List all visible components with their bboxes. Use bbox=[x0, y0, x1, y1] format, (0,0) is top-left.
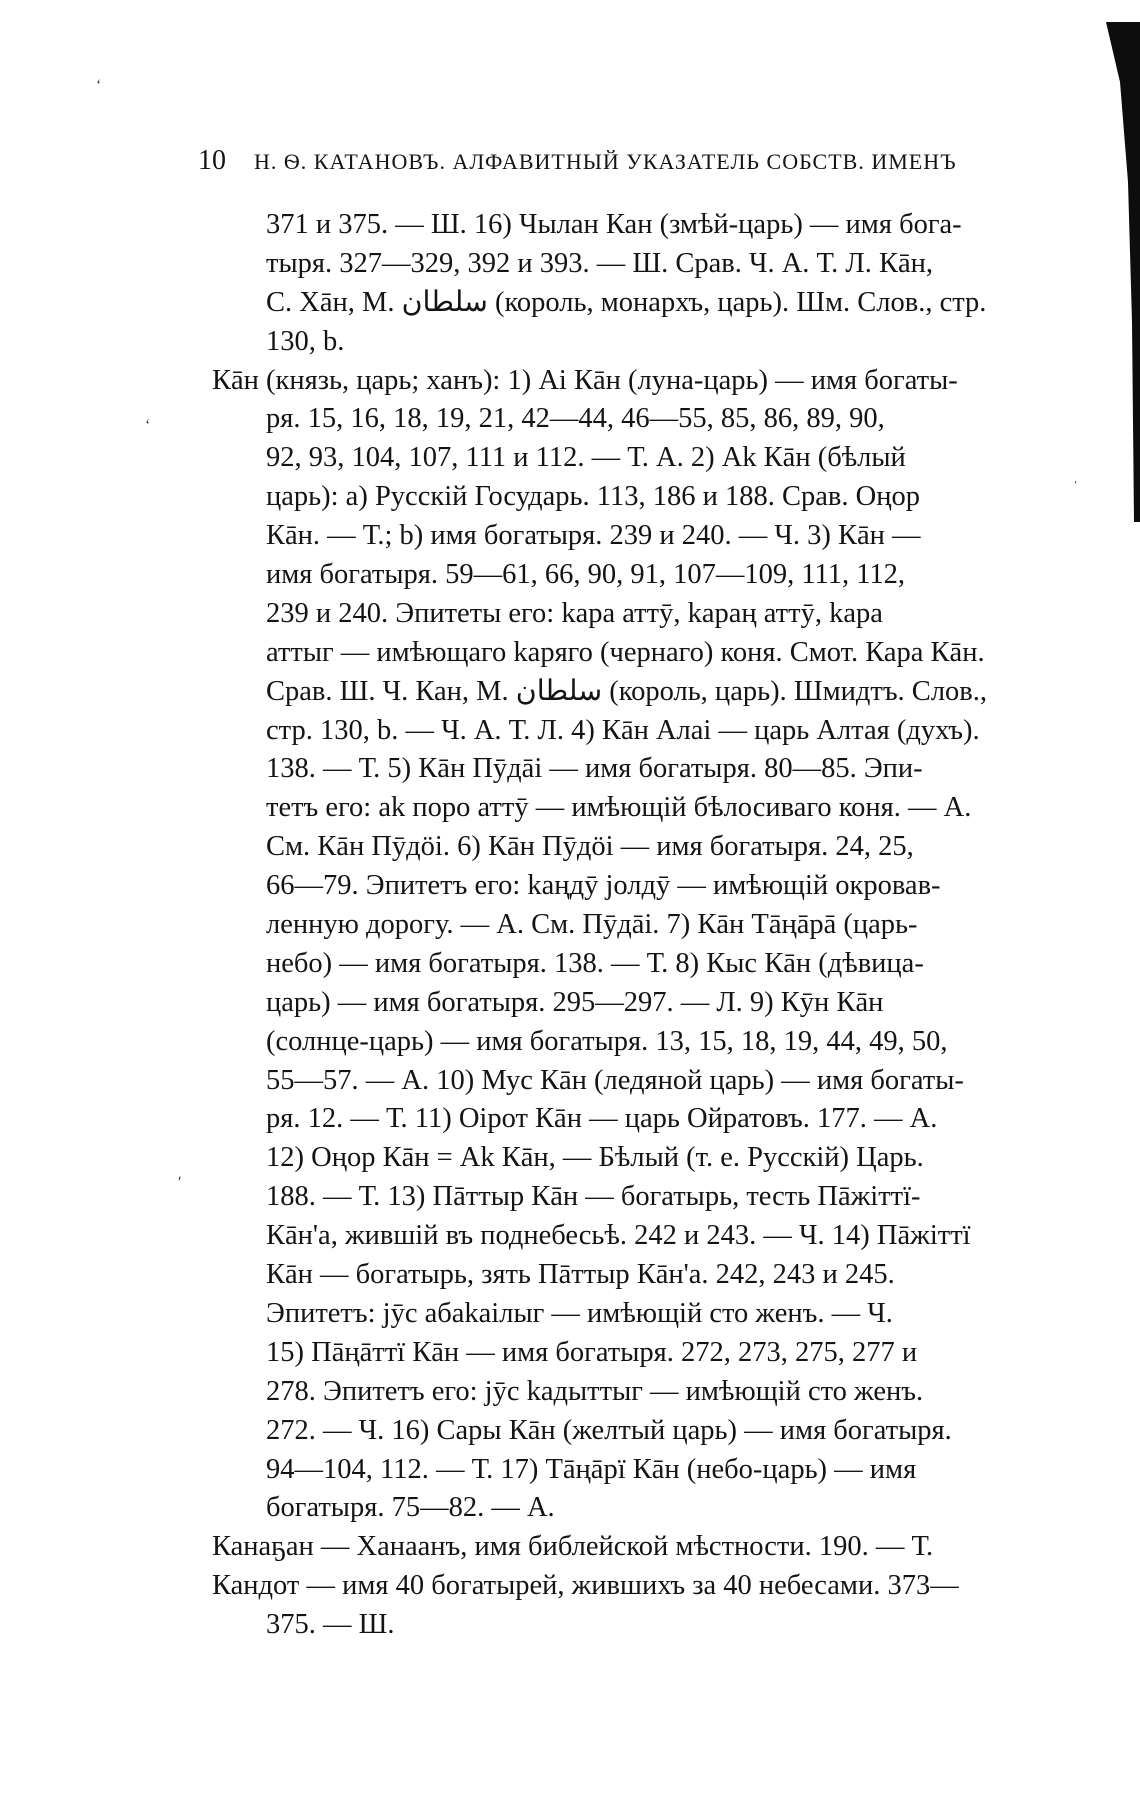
text-line: небо) — имя богатыря. 138. — Т. 8) Кыс Кāн (дѣвица- bbox=[266, 947, 924, 979]
text-line: Кāн'а, жившій въ поднебесьѣ. 242 и 243. — Ч. 14) Пāжіттї bbox=[266, 1220, 971, 1252]
scan-speck: ʻ bbox=[96, 77, 102, 94]
page-header bbox=[198, 145, 978, 179]
text-line: 12) Оңор Кāн = Аk Кāн, — Бѣлый (т. е. Русскій) Царь. bbox=[266, 1142, 924, 1174]
text-line: царь): а) Русскій Государь. 113, 186 и 188. Срав. Оңор bbox=[266, 481, 920, 513]
text-line: 239 и 240. Эпитеты его: kара аттӯ, kараң аттӯ, kара bbox=[266, 597, 883, 629]
text-line: (солнце-царь) — имя богатыря. 13, 15, 18, 19, 44, 49, 50, bbox=[266, 1025, 948, 1057]
text-line: 92, 93, 104, 107, 111 и 112. — Т. А. 2) Аk Кāн (бѣлый bbox=[266, 442, 906, 474]
index-text bbox=[212, 206, 1032, 1645]
text-line: Эпитетъ: јӯс абаkаілыг — имѣющій сто женъ. — Ч. bbox=[266, 1297, 893, 1329]
text-line: царь) — имя богатыря. 295—297. — Л. 9) Кӯн Кāн bbox=[266, 986, 884, 1018]
text-line: 15) Пāңāттї Кāн — имя богатыря. 272, 273, 275, 277 и bbox=[266, 1336, 918, 1368]
text-line: 375. — Ш. bbox=[266, 1609, 395, 1641]
text-line: С. Хāн, М. ﺳﻠﻄﺎﻥ (король, монархъ, царь). Шм. Слов., стр. bbox=[266, 286, 987, 318]
text-line: аттыг — имѣющаго kаряго (чернаго) коня. Смот. Кара Кāн. bbox=[266, 636, 985, 668]
text-line: Кāн. — Т.; b) имя богатыря. 239 и 240. — Ч. 3) Кāн — bbox=[266, 520, 921, 552]
text-line: богатыря. 75—82. — А. bbox=[266, 1492, 555, 1524]
text-line: ря. 12. — Т. 11) Оірот Кāн — царь Ойратовъ. 177. — А. bbox=[266, 1103, 938, 1135]
text-line: См. Кāн Пӯдӧі. 6) Кāн Пӯдӧі — имя богатыря. 24, 25, bbox=[266, 831, 914, 863]
text-line: 371 и 375. — Ш. 16) Чылан Кан (змѣй-царь) — имя бога- bbox=[266, 209, 962, 240]
page-number: 10 bbox=[198, 145, 226, 176]
text-line: 278. Эпитетъ его: јӯс kадыттыг — имѣющій сто женъ. bbox=[266, 1375, 924, 1407]
text-line: Срав. Ш. Ч. Кан, М. ﺳﻠﻄﺎﻥ (король, царь). Шмидтъ. Слов., bbox=[266, 675, 987, 707]
entry-line: Кандот — имя 40 богатырей, жившихъ за 40 небесами. 373— bbox=[212, 1570, 959, 1602]
text-line: 66—79. Эпитетъ его: kаңдӯ јолдӯ — имѣющій окровав- bbox=[266, 870, 941, 902]
text-line: 130, b. bbox=[266, 325, 345, 357]
text-line: Кāн — богатырь, зять Пāттыр Кāн'а. 242, 243 и 245. bbox=[266, 1259, 895, 1291]
entry-line: Канаҕан — Ханаанъ, имя библейской мѣстности. 190. — Т. bbox=[212, 1531, 934, 1563]
scan-speck: ʹ bbox=[178, 1174, 182, 1191]
scan-page-edge bbox=[1084, 22, 1140, 522]
scan-speck: ˈ bbox=[1073, 479, 1079, 496]
text-line: 55—57. — А. 10) Мус Кāн (ледяной царь) — имя богаты- bbox=[266, 1064, 964, 1096]
text-line: имя богатыря. 59—61, 66, 90, 91, 107—109, 111, 112, bbox=[266, 559, 906, 591]
text-line: 188. — Т. 13) Пāттыр Кāн — богатырь, тесть Пāжіттї- bbox=[266, 1181, 921, 1213]
running-title: Н. Ѳ. КАТАНОВЪ. АЛФАВИТНЫЙ УКАЗАТЕЛЬ СОБСТВ. ИМЕНЪ bbox=[254, 149, 957, 174]
text-line: 272. — Ч. 16) Сары Кāн (желтый царь) — имя богатыря. bbox=[266, 1414, 952, 1446]
text-line: тыря. 327—329, 392 и 393. — Ш. Срав. Ч. А. Т. Л. Кāн, bbox=[266, 247, 933, 279]
text-line: ря. 15, 16, 18, 19, 21, 42—44, 46—55, 85, 86, 89, 90, bbox=[266, 403, 885, 435]
text-line: 138. — Т. 5) Кāн Пӯдāі — имя богатыря. 80—85. Эпи- bbox=[266, 753, 923, 785]
text-line: тетъ его: аk поро аттӯ — имѣющій бѣлосиваго коня. — А. bbox=[266, 792, 972, 824]
text-line: 94—104, 112. — Т. 17) Тāңāрї Кāн (небо-царь) — имя bbox=[266, 1453, 917, 1485]
entry-line: Кāн (князь, царь; ханъ): 1) Аі Кāн (луна-царь) — имя богаты- bbox=[212, 364, 958, 396]
text-line: стр. 130, b. — Ч. А. Т. Л. 4) Кāн Алаі — царь Алтая (духъ). bbox=[266, 714, 980, 746]
text-line: ленную дорогу. — А. См. Пӯдāі. 7) Кāн Тāңāрā (царь- bbox=[266, 909, 918, 941]
scan-speck: ʻ bbox=[145, 417, 151, 434]
